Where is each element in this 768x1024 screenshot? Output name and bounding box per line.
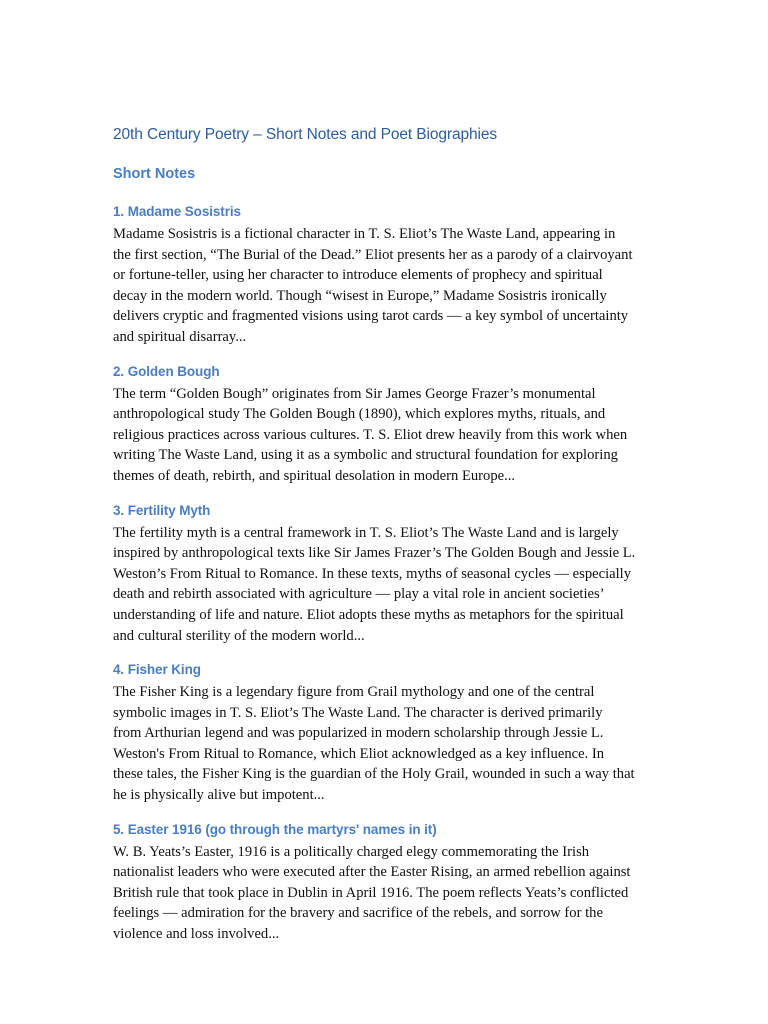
- note-item: [113, 362, 658, 487]
- note-body-line: British rule that took place in Dublin in April 1916. The poem reflects Yeats’s conflicted: [113, 884, 629, 901]
- note-body-line: symbolic images in T. S. Eliot’s The Waste Land. The character is derived primarily: [113, 704, 603, 721]
- note-body-line: religious practices across various cultures. T. S. Eliot drew heavily from this work when: [113, 426, 628, 443]
- note-body-line: feelings — admiration for the bravery and sacrifice of the rebels, and sorrow for the: [113, 905, 603, 922]
- note-body-line: from Arthurian legend and was popularized in modern scholarship through Jessie L.: [113, 725, 604, 742]
- note-body: [113, 523, 658, 647]
- note-body-line: W. B. Yeats’s Easter, 1916 is a politically charged elegy commemorating the Irish: [113, 843, 590, 860]
- note-body-line: these tales, the Fisher King is the guardian of the Holy Grail, wounded in such a way that: [113, 766, 635, 783]
- note-heading: 1. Madame Sosistris: [113, 204, 241, 219]
- note-body-line: death and rebirth associated with agriculture — play a vital role in ancient societies’: [113, 586, 605, 603]
- note-body-line: anthropological study The Golden Bough (1890), which explores myths, rituals, and: [113, 406, 606, 423]
- note-item: [113, 660, 658, 806]
- note-body-line: The term “Golden Bough” originates from Sir James George Frazer’s monumental: [113, 385, 596, 402]
- document-title: 20th Century Poetry – Short Notes and Poet Biographies: [113, 126, 498, 143]
- note-heading: 3. Fertility Myth: [113, 502, 211, 518]
- note-body-line: writing The Waste Land, using it as a symbolic and structural foundation for exploring: [113, 447, 618, 464]
- note-body: [113, 842, 658, 945]
- note-body-line: the first section, “The Burial of the Dead.” Eliot presents her as a parody of a clairvoyant: [113, 246, 633, 263]
- note-body-line: delivers cryptic and fragmented visions using tarot cards — a key symbol of uncertainty: [113, 308, 629, 325]
- note-body-line: and spiritual disarray...: [113, 328, 247, 345]
- note-heading: 5. Easter 1916 (go through the martyrs' names in it): [113, 821, 437, 837]
- notes-list: [113, 202, 658, 945]
- note-body: [113, 224, 658, 348]
- note-body-line: nationalist leaders who were executed after the Easter Rising, an armed rebellion against: [113, 864, 631, 881]
- note-body-line: or fortune-teller, using her character to introduce elements of prophecy and spiritual: [113, 267, 603, 284]
- section-heading-short-notes: Short Notes: [113, 166, 196, 182]
- note-body-line: Weston’s From Ritual to Romance. In these texts, myths of seasonal cycles — especially: [113, 565, 632, 582]
- note-heading: 2. Golden Bough: [113, 363, 220, 379]
- note-body-line: The fertility myth is a central framework in T. S. Eliot’s The Waste Land and is largely: [113, 524, 619, 541]
- note-body-line: understanding of life and nature. Eliot adopts these myths as metaphors for the spiritual: [113, 606, 624, 623]
- note-body-line: violence and loss involved...: [113, 926, 280, 943]
- note-body-line: themes of death, rebirth, and spiritual desolation in modern Europe...: [113, 467, 516, 484]
- note-body-line: decay in the modern world. Though “wisest in Europe,” Madame Sosistris ironically: [113, 287, 607, 304]
- note-body-line: and cultural sterility of the modern world...: [113, 627, 365, 644]
- note-body: [113, 682, 658, 806]
- note-item: [113, 501, 658, 647]
- note-item: [113, 202, 658, 348]
- note-body-line: The Fisher King is a legendary figure from Grail mythology and one of the central: [113, 684, 595, 701]
- note-heading: 4. Fisher King: [113, 662, 201, 678]
- note-body: [113, 384, 658, 487]
- note-body-line: he is physically alive but impotent...: [113, 787, 325, 804]
- note-item: [113, 820, 658, 945]
- note-body-line: inspired by anthropological texts like Sir James Frazer’s The Golden Bough and Jessie L.: [113, 545, 636, 562]
- document-page: [113, 124, 658, 959]
- note-body-line: Weston's From Ritual to Romance, which Eliot acknowledged as a key influence. In: [113, 745, 605, 762]
- note-body-line: Madame Sosistris is a fictional character in T. S. Eliot’s The Waste Land, appearing in: [113, 226, 616, 242]
